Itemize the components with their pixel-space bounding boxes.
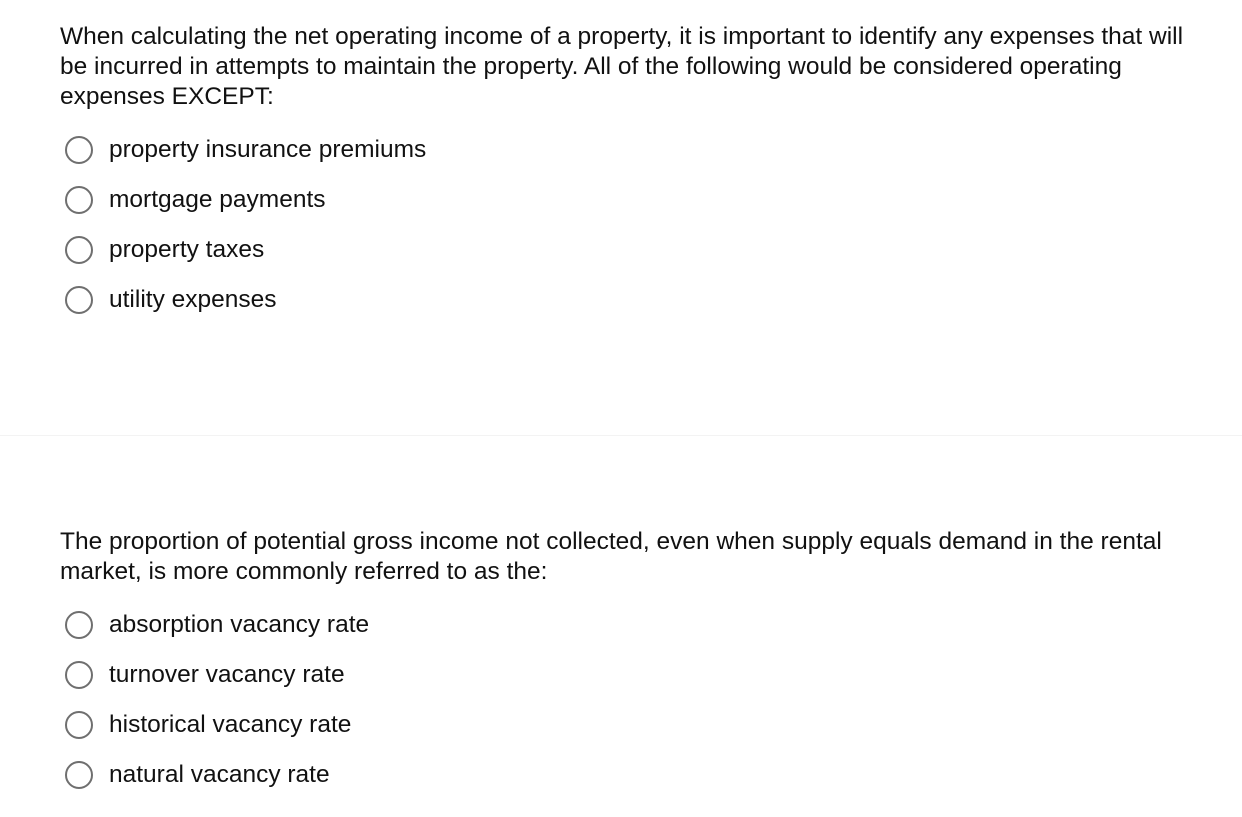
answer-option[interactable] (60, 125, 1242, 175)
answer-option-label: natural vacancy rate (109, 761, 330, 788)
answer-option[interactable] (60, 600, 1242, 650)
answer-option-label: absorption vacancy rate (109, 611, 370, 638)
question-1-prompt (60, 22, 1242, 112)
answer-option-label: turnover vacancy rate (109, 661, 345, 688)
question-2 (60, 527, 1242, 800)
answer-option-label: property insurance premiums (109, 136, 427, 163)
radio-button[interactable] (65, 136, 93, 164)
answer-option-label: utility expenses (109, 286, 277, 313)
answer-option[interactable] (60, 175, 1242, 225)
answer-option-label: property taxes (109, 236, 265, 263)
question-1-options (60, 125, 1242, 325)
radio-button[interactable] (65, 286, 93, 314)
radio-button[interactable] (65, 186, 93, 214)
answer-option[interactable] (60, 650, 1242, 700)
question-1-prompt-line: When calculating the net operating income of a property, it is important to identify any expenses that will (60, 23, 1184, 50)
answer-option[interactable] (60, 225, 1242, 275)
section-divider (0, 435, 1242, 436)
question-2-prompt-line: market, is more commonly referred to as the: (60, 558, 548, 585)
question-2-options (60, 600, 1242, 800)
question-2-prompt-line: The proportion of potential gross income not collected, even when supply equals demand in the rental (60, 528, 1162, 555)
radio-button[interactable] (65, 661, 93, 689)
answer-option-label: historical vacancy rate (109, 711, 352, 738)
radio-button[interactable] (65, 761, 93, 789)
answer-option[interactable] (60, 275, 1242, 325)
answer-option-label: mortgage payments (109, 186, 326, 213)
answer-option[interactable] (60, 700, 1242, 750)
radio-button[interactable] (65, 611, 93, 639)
answer-option[interactable] (60, 750, 1242, 800)
question-1-prompt-line: expenses EXCEPT: (60, 83, 274, 110)
radio-button[interactable] (65, 711, 93, 739)
question-2-prompt (60, 527, 1242, 587)
question-1-prompt-line: be incurred in attempts to maintain the property. All of the following would be considered operating (60, 53, 1122, 80)
question-1 (60, 22, 1242, 325)
radio-button[interactable] (65, 236, 93, 264)
